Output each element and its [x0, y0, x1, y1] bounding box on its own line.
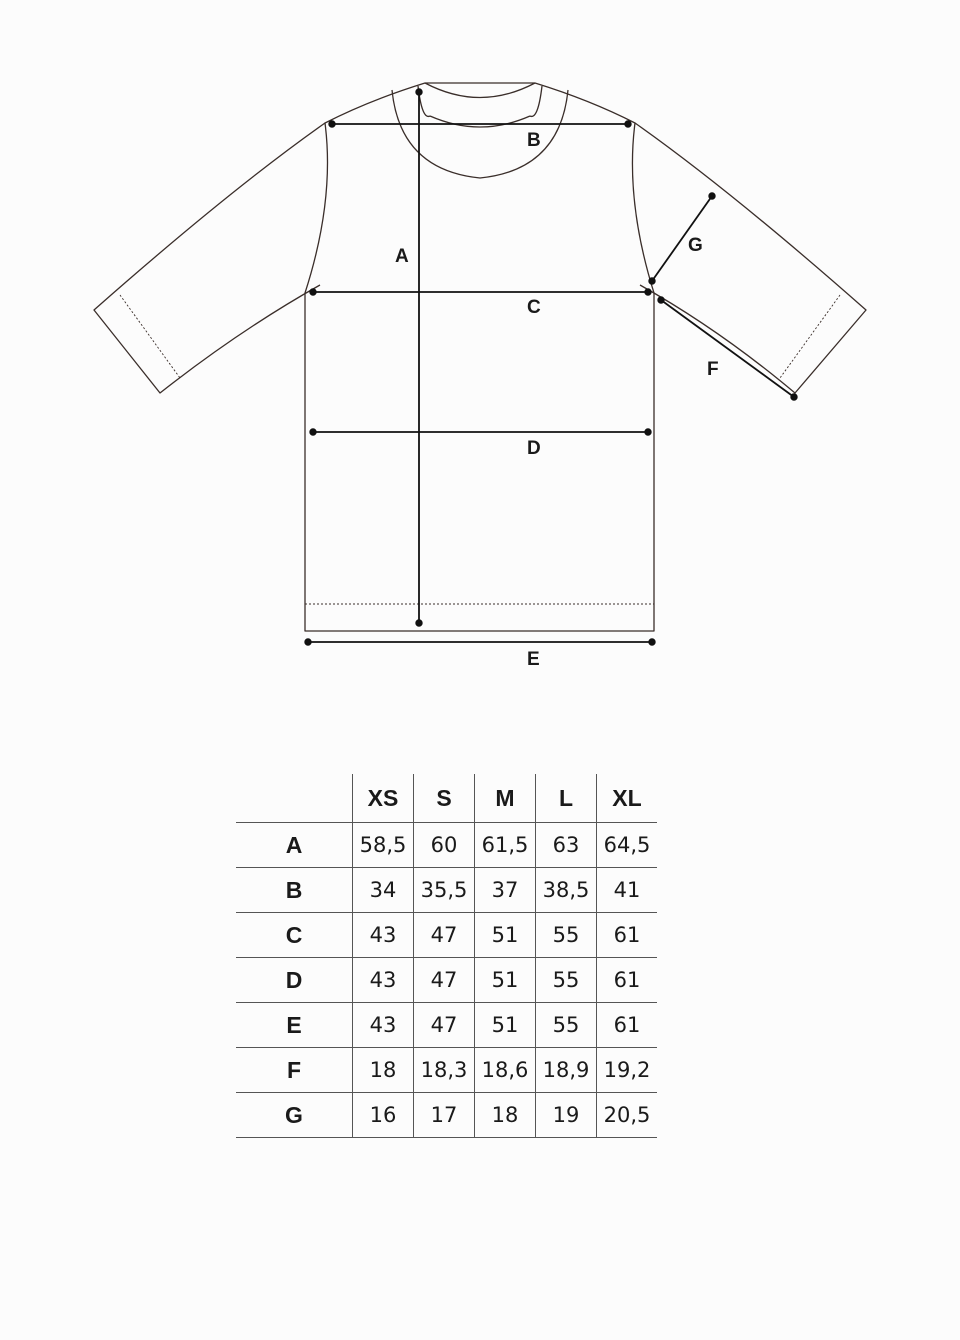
table-cell: 47 — [414, 1003, 475, 1048]
table-cell: 18,9 — [536, 1048, 597, 1093]
table-cell: 61 — [597, 1003, 658, 1048]
table-cell: 41 — [597, 868, 658, 913]
table-row-d — [236, 958, 657, 1003]
table-cell: 37 — [475, 868, 536, 913]
size-header-l: L — [536, 774, 597, 823]
table-cell: 18,6 — [475, 1048, 536, 1093]
table-cell: 18 — [475, 1093, 536, 1138]
right-sleeve-outline — [635, 123, 866, 393]
table-row-g — [236, 1093, 657, 1138]
size-header-s: S — [414, 774, 475, 823]
table-cell: 58,5 — [353, 823, 414, 868]
label-d: D — [527, 438, 541, 459]
label-f: F — [707, 359, 719, 380]
row-label: C — [236, 913, 353, 958]
table-cell: 55 — [536, 1003, 597, 1048]
shirt-body-outline — [305, 83, 654, 631]
label-e: E — [527, 649, 540, 670]
measure-line-g — [652, 196, 712, 281]
table-cell: 51 — [475, 1003, 536, 1048]
collar-inner — [430, 116, 530, 127]
table-row-c — [236, 913, 657, 958]
label-a: A — [395, 246, 409, 267]
table-cell: 64,5 — [597, 823, 658, 868]
label-c: C — [527, 297, 541, 318]
size-header-xs: XS — [353, 774, 414, 823]
table-cell: 51 — [475, 913, 536, 958]
table-row-a — [236, 823, 657, 868]
table-cell: 43 — [353, 1003, 414, 1048]
table-cell: 47 — [414, 958, 475, 1003]
table-cell: 17 — [414, 1093, 475, 1138]
row-label: A — [236, 823, 353, 868]
table-cell: 43 — [353, 913, 414, 958]
table-cell: 51 — [475, 958, 536, 1003]
table-cell: 18 — [353, 1048, 414, 1093]
table-cell: 55 — [536, 958, 597, 1003]
table-cell: 61 — [597, 958, 658, 1003]
table-cell: 19,2 — [597, 1048, 658, 1093]
row-label: E — [236, 1003, 353, 1048]
table-cell: 63 — [536, 823, 597, 868]
left-sleeve-outline — [94, 123, 325, 393]
table-row-b — [236, 868, 657, 913]
table-cell: 61 — [597, 913, 658, 958]
size-header-row — [236, 774, 657, 823]
table-cell: 60 — [414, 823, 475, 868]
table-cell: 16 — [353, 1093, 414, 1138]
label-b: B — [527, 130, 541, 151]
table-cell: 61,5 — [475, 823, 536, 868]
size-header-xl: XL — [597, 774, 658, 823]
table-cell: 47 — [414, 913, 475, 958]
table-row-e — [236, 1003, 657, 1048]
row-label: G — [236, 1093, 353, 1138]
table-cell: 43 — [353, 958, 414, 1003]
table-cell: 55 — [536, 913, 597, 958]
label-g: G — [688, 235, 703, 256]
table-row-f — [236, 1048, 657, 1093]
row-label: B — [236, 868, 353, 913]
table-cell: 35,5 — [414, 868, 475, 913]
table-cell: 19 — [536, 1093, 597, 1138]
table-cell: 18,3 — [414, 1048, 475, 1093]
collar-outer — [425, 83, 535, 98]
size-chart-table — [236, 774, 657, 1138]
table-cell: 20,5 — [597, 1093, 658, 1138]
row-label: F — [236, 1048, 353, 1093]
table-cell: 34 — [353, 868, 414, 913]
row-label: D — [236, 958, 353, 1003]
table-cell: 38,5 — [536, 868, 597, 913]
measure-line-f — [661, 300, 794, 397]
size-header-m: M — [475, 774, 536, 823]
table-corner — [236, 774, 353, 823]
